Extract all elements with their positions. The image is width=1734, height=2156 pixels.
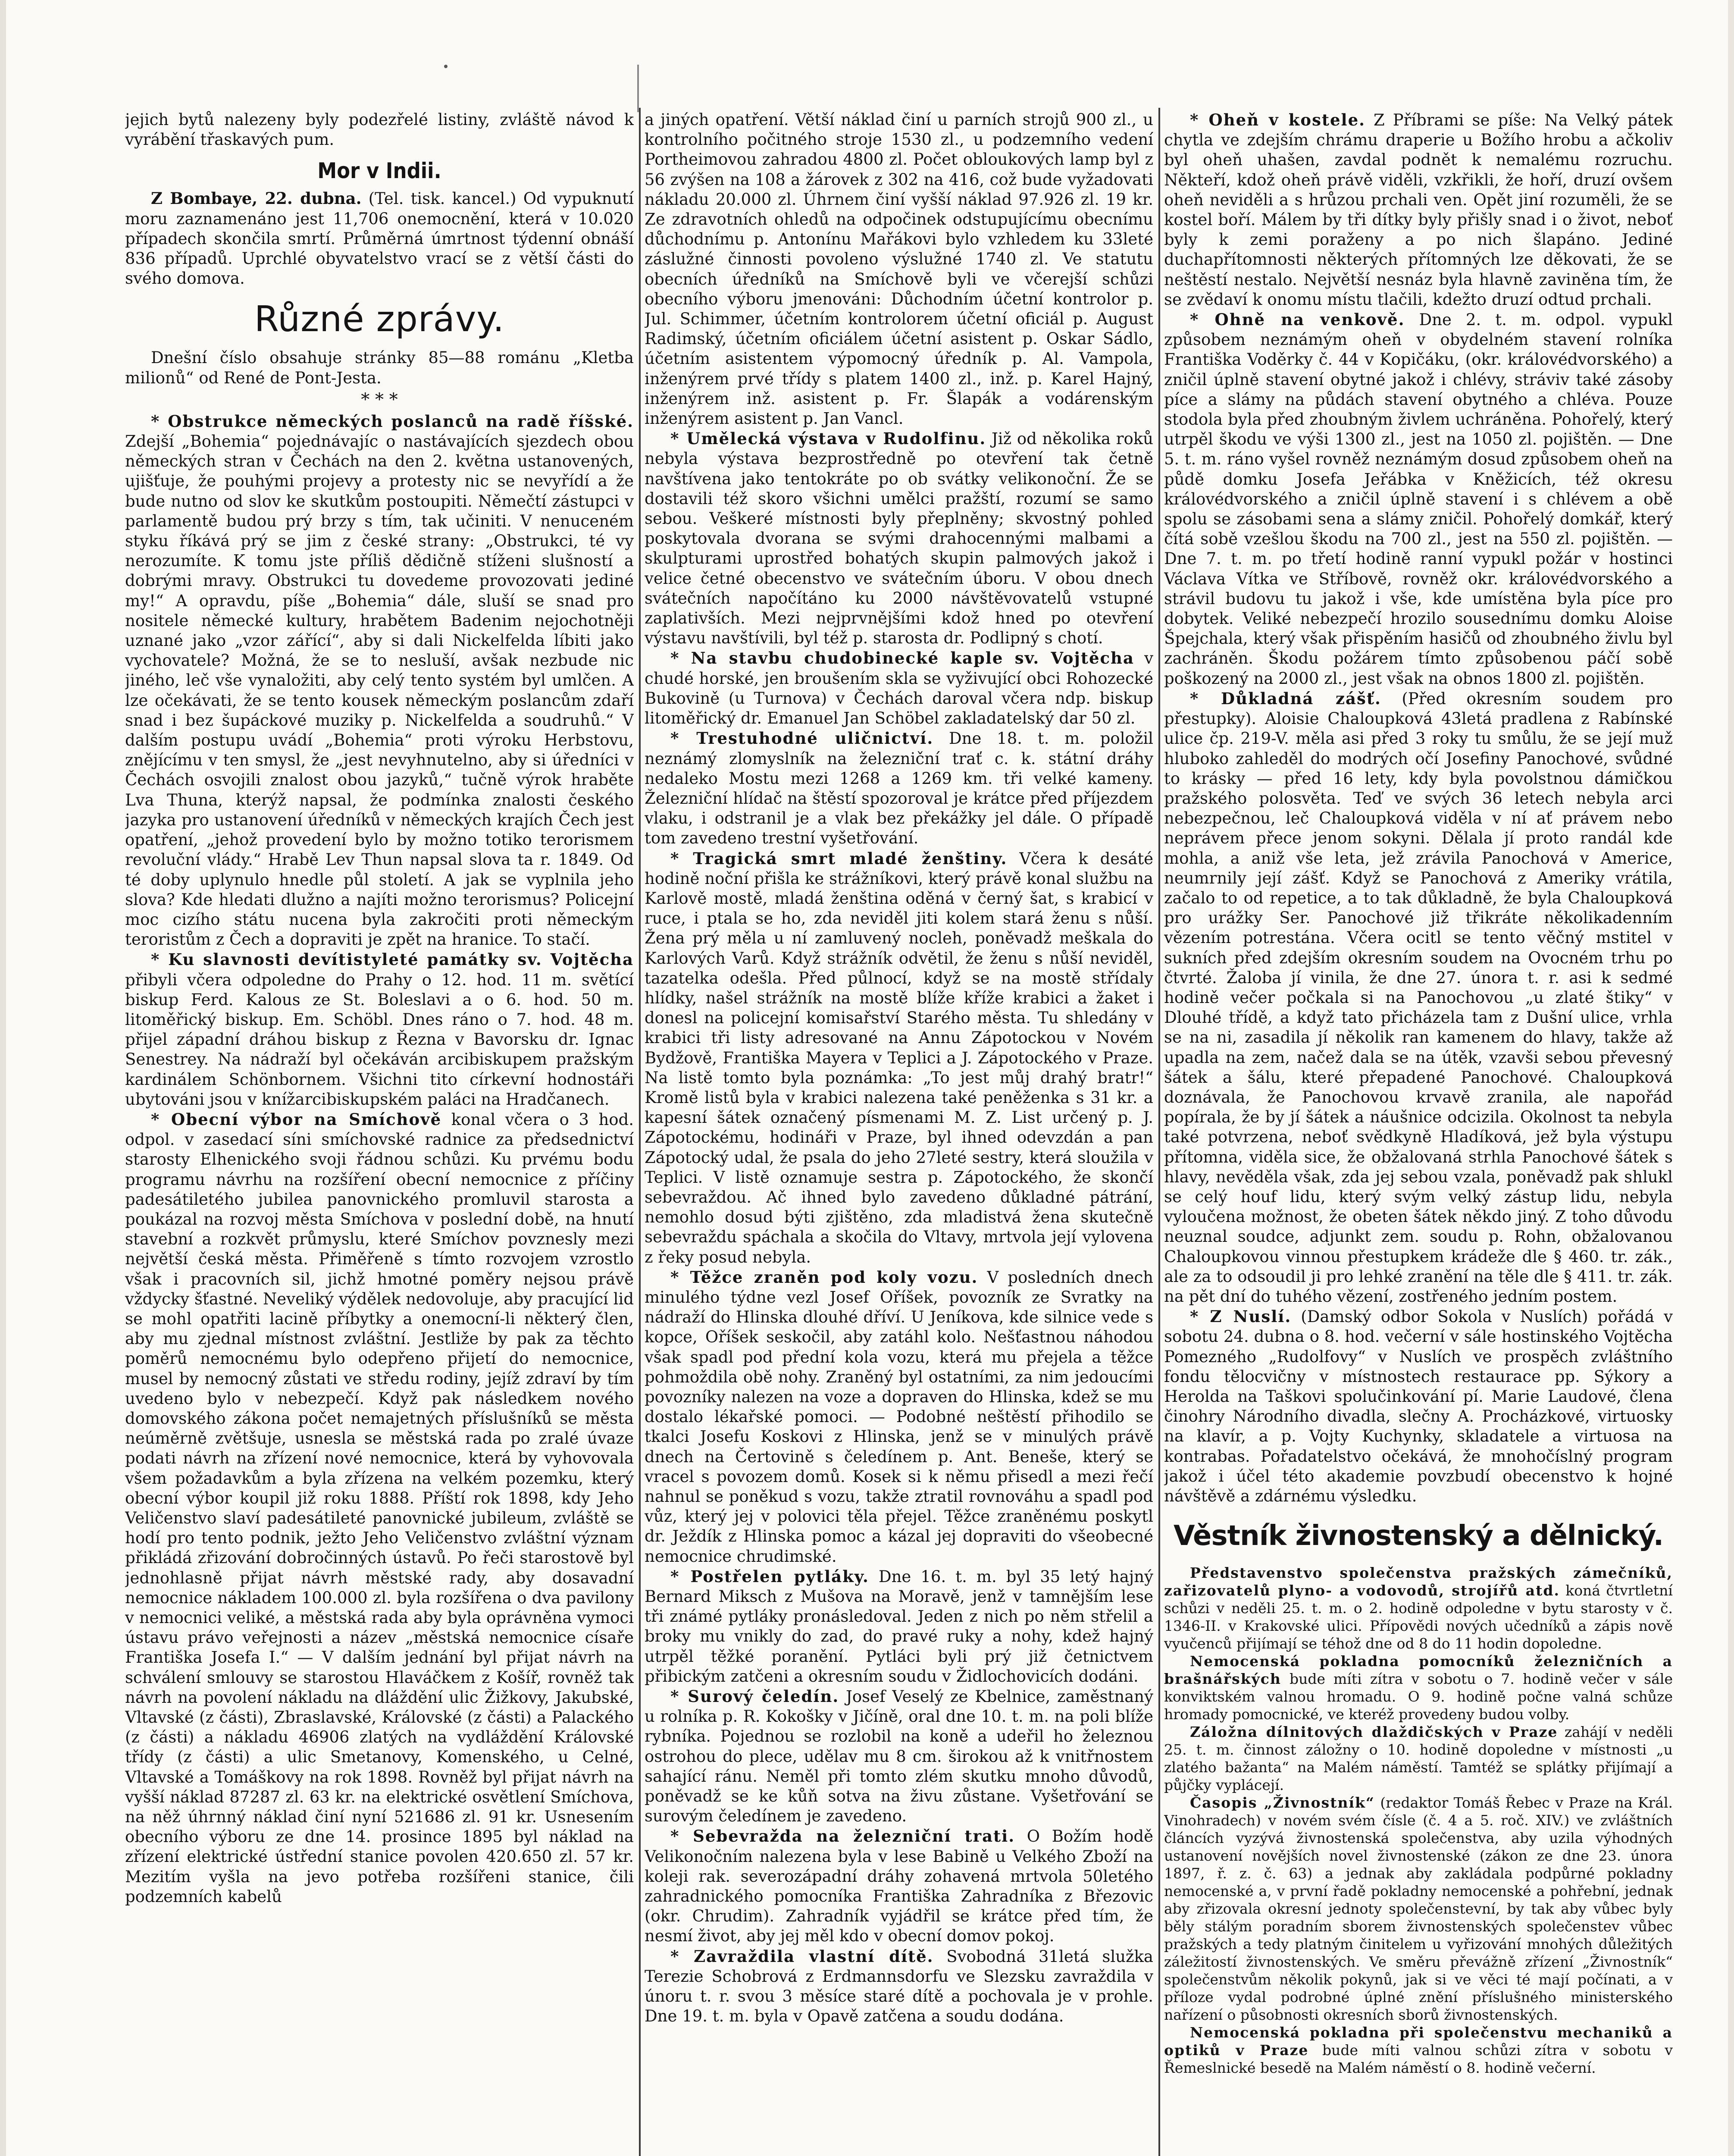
article-vojtech-text: přibyli včera odpoledne do Prahy o 12. hod. 11 m. světící biskup Ferd. Kalous ze St. Boleslavi a o 6. hod. 50 m. litoměřický biskup. Em. Schöbl. Dnes ráno o 7. hod. 48 m. přijel západní dráhou biskup z Řezna v Bavorsku dr. Ignac Senestrey. Na nádraží byl očekáván arcibiskupem pražským kardinálem Schönbornem. Všichni tito církevní hodnostáři ubytováni jsou v knížarcibiskupském paláci na Hradčanech. [125,970,634,1109]
section-heading-ruzne-zpravy: Různé zprávy. [254,299,505,340]
article-celedin [645,1686,1153,1826]
notice-lead-zivnostnik: Časopis „Živnostník“ [1190,1794,1375,1811]
article-ohen-v-kostele-text: Z Příbrami se píše: Na Velký pátek chytla ve zdejším chrámu draperie u Božího hrobu a ačkoliv byl oheň uhašen, zavdal podnět k nemalému rozruchu. Někteří, kdož oheň právě viděli, vzkřikli, že hoří, druzí ovšem oheň neviděli a s hrůzou prchali ven. Opět jiní rozuměli, že se kostel boří. Málem by tři dítky byly přišly snad i o život, neboť byly k zemi poraženy a po nich šlapáno. Jediné duchapřítomnosti některých přítomných lze děkovati, že se neštěstí nestalo. Největší nesnáz byla hlavně zaviněna tím, že se zvědaví k onomu místu tlačili, kdežto druzí odtud prchali. [1164,111,1673,309]
column-rule-top [637,65,639,112]
article-ohne-na-venkove-text: Dne 2. t. m. odpol. vypukl způsobem neznámým oheň v obydelném stavení rolníka Františka Voděrky č. 44 v Kopičáku, (okr. královédvorského) a zničil úplně stavení obytné jakož i chlévy, stráviv také zásoby píce a slámy na půdách stavení obytného a chléva. Pouze stodola byla před zhoubným živlem uchráněna. Pohořelý, který utrpěl škodu ve výši 1300 zl., jest na 1050 zl. pojištěn. — Dne 5. t. m. ráno vyšel rovněž neznámým dosud způsobem oheň na půdě domku Josefa Jeřábka v Kněžicích, též okresu královédvorského a zničil úplně stavení i s chlévem a obě spolu se zásobami sena a slámy zničil. Pohořelý domkář, který čítá sobě vzešlou škodu na 700 zl., jest na 550 zl. pojištěn. — Dne 7. t. m. po třetí hodině ranní vypukl požár v hostinci Václava Vítka ve Stříbově, rovněž okr. královédvorského a strávil budovu tu jakož i vše, kde umístěna byla píce pro dobytek. Veliké nebezpečí hrozilo sousednímu domku Aloise Špejchala, který však přispěním hasičů od zhoubného živlu byl zachráněn. Škodu požárem tímto způsobenou páčí sobě poškozený na 2000 zl., jest však na obnos 1800 zl. pojištěn. [1164,310,1673,688]
article-sebevrazda [645,1826,1153,1946]
article-continuation: jejich bytů nalezeny byly podezřelé listiny, zvláště návod k vyrábění třaskavých pum. [125,110,634,149]
article-kaple [645,648,1153,728]
heading-mor-v-indii: Mor v Indii. [317,158,441,184]
notice-zalozna-text: zahájí v neděli 25. t. m. činnost záložny o 10. hodině dopoledne v místnosti „u zlatého bažanta“ na Malém náměstí. Tamtéž se splátky přijímají a půjčky vyplácejí. [1164,1724,1673,1794]
article-lead-obecni-vybor: * Obecní výbor na Smíchově [151,1109,442,1129]
column-2 [645,110,1153,2156]
article-zraneni [645,1267,1153,1567]
notice-brasnari [1164,1652,1673,1723]
article-celedin-text: Josef Veselý ze Kbelnice, zaměstnaný u rolníka p. R. Kokošky v Jičíně, oral dne 10. t. m. na poli blíže rybníka. Pojednou se rozlobil na koně a udeřil ho železnou ostrohou do plece, udělav mu 8 cm. širokou až k vnitřnostem sahající ránu. Neměl při tomto zlém skutku mnoho důvodů, poněvadž se ke kůň sotva na živu zůstane. Vyšetřování se surovým čeledínem je zavedeno. [645,1687,1153,1826]
article-obstrukce-text: Zdejší „Bohemia“ pojednávajíc o nastávajících sjezdech obou německých stran v Čechách na den 2. května ustanovených, ujišťuje, že pouhými projevy a protesty nic se nevyřídí a že bude nutno od slov ke skutkům postoupiti. Němečtí zástupci v parlamentě budou prý brzy s tím, tak učiniti. V nenuceném styku říkává prý se jim z české strany: „Obstrukci, té vy nerozumíte. K tomu jste příliš dědičně stíženi slušností a dobrými mravy. Obstrukci tu dovedeme provozovati jediné my!“ A opravdu, píše „Bohemia“ dále, sluší se snad pro nositele německé kultury, hrabětem Badenim nejochotněji uznané jako „vzor zářící“, aby si dali Nickelfelda líbiti jako vychovatele? Možná, že se to nesluší, avšak nezbude nic jiného, leč vše vynaložiti, aby celý tento systém byl umlčen. A lze očekávati, že se tento kousek německým poslancům zdaří snad i bez šupáckové muziky p. Nickelfelda a soudruhů.“ V dalším postupu uvádí „Bohemia“ proti výroku Herbstovu, znějícímu v ten smysl, že „jest nevyhnutelno, aby si úředníci v Čechách osvojili znalost obou jazyků,“ tučně výrok hraběte Lva Thuna, kterýž napsal, že podmínka znalosti českého jazyka pro ustanovení úředníků v německých krajích Čech jest opatření, „jehož provedení bylo by možno totiko terorismem revoluční vlády.“ Hrabě Lev Thun napsal slova ta r. 1849. Od té doby uplynulo hnedle půl století. A jak se vyplnila jeho slova? Kde hledati dlužno a najíti možno terorismus? Policejní moc cizího státu nucena byla zakročiti proti německým teroristům z Čech a dopraviti je zpět na hranice. To stačí. [125,432,634,949]
notice-zivnostnik-text: (redaktor Tomáš Řebec v Praze na Král. Vinohradech) v novém svém čísle (č. 4 a 5. roč. XIV.) ve zvláštních článcích vyzývá živnostenská společenstva, aby uzila výhodných ustanovení novějších novel živnostenské (zákon ze dne 23. února 1897, ř. z. č. 63) a jednak aby zakládala podpůrné pokladny nemocenské a, v první řadě pokladny nemocenské a pohřební, jednak aby zřizovala okresní jednoty společenstevní, by tak aby vůbec byly běly stálým poradním sborem živnostenských společenstev vůbec pražských a tedy platným činitelem u vyřizování mnohých důležitých záležitostí živnostenských. Ve směru převážně zřízení „Živnostník“ společenstvům několik pokynů, jak si ve věci té mají počínati, a v příloze vydal podrobné úplné znění příslušného ministerského nařízení o působnosti okresních sborů živnostenských. [1164,1794,1673,2024]
scan-speck [444,65,448,68]
article-dukladna-zast [1164,689,1673,1307]
article-lead-ohne-na-venkove: * Ohně na venkově. [1190,310,1405,329]
article-lead-ulicnictvi: * Trestuhodné uličnictví. [670,729,934,748]
column-1 [125,110,634,2156]
notice-zamecnici [1164,1564,1673,1652]
article-zraneni-text: V posledních dnech minulého týdne vezl Josef Oříšek, povozník ze Svratky na nádraží do Hlinska dlouhé dříví. U Jeníkova, kde silnice vede s kopce, Oříšek seskočil, aby zatáhl kolo. Nešťastnou náhodou však spadl pod přední kola vozu, která mu přejela a těžce pohmoždila obě nohy. Zraněný byl ostatními, za nim jedoucími povozníky nalezen na voze a dopraven do Hlinska, kdež se mu dostalo lékařské pomoci. — Podobné neštěstí přihodilo se tkalci Josefu Koskovi z Hlinska, jenž se v minulých právě dnech na Čertovině s čeledínem p. Ant. Beneše, který se vracel s povozem domů. Kosek si k němu přisedl a mezi řečí nahnul se poněkud s vozu, takže ztratil rovnováhu a spadl pod vůz, který jej v polovici těla přejel. Těžce zraněnému poskytl dr. Ježdík z Hlinska pomoc a kázal jej dopraviti do všeobecné nemocnice chrudimské. [645,1268,1153,1566]
notice-brasnari-text: bude míti zítra v sobotu o 7. hodině večer v sále konviktském valnou hromadu. O 9. hodině počne valná schůze hromady pomocnické, ve kteréž provedeny budou volby. [1164,1670,1673,1723]
article-ulicnictvi [645,728,1153,848]
article-pytlaci [645,1567,1153,1686]
article-lead-kaple: * Na stavbu chudobinecké kaple sv. Vojtěcha [670,649,1134,668]
notice-mechanici [1164,2024,1673,2077]
article-lead-pytlaci: * Postřelen pytláky. [670,1567,869,1586]
article-lead-vystava: * Umělecká výstava v Rudolfinu. [670,429,986,448]
column-rule-2 [1158,108,1160,2156]
article-ulicnictvi-text: Dne 18. t. m. položil neznámý zlomyslník na železniční trať c. k. státní dráhy nedaleko Mostu mezi 1268 a 1269 km. tři velké kameny. Železniční hlídač na štěstí spozoroval je krátce před příjezdem vlaku, i odstranil je a vlak bez překážky jel dále. O případě tom zavedeno trestní vyšetřování. [645,729,1153,848]
scan-right-edge [1728,0,1734,2156]
article-vystava [645,429,1153,648]
notice-lead-mechanici: Nemocenská pokladna při společenstvu mechaniků a optiků v Praze [1164,2024,1673,2059]
article-sebevrazda-text: O Božím hodě Velikonočním nalezena byla v lese Babině u Velkého Zboží na koleji rak. severozápadní dráhy zohavená mrtvola 50letého zahradnického pomocníka Františka Zahradníka z Březovic (okr. Chrudim). Zahradník vyjádřil se krátce před tím, že nesmí život, aby jej měl kdo v obecní domov pokoj. [645,1827,1153,1946]
article-lead-celedin: * Surový čeledín. [670,1687,839,1706]
column-3 [1164,110,1673,2156]
article-lead-dukladna-zast: * Důkladná zášť. [1190,689,1381,708]
article-kaple-text: v chudé horské, jen broušením skla se vyživující obci Rohozecké Bukovině (u Turnova) v Čechách daroval včera ndp. biskup litoměřický dr. Emanuel Jan Schöbel zakladatelský dar 50 zl. [645,649,1153,728]
article-lead-z-nusli: * Z Nuslí. [1190,1307,1292,1326]
article-ohen-v-kostele [1164,110,1673,310]
article-lead-ohen-v-kostele: * Oheň v kostele. [1190,110,1366,129]
dateline-bombay: Z Bombaye, 22. dubna. [151,189,362,208]
article-tragicka-smrt-text: Včera k desáté hodině noční přišla ke strážníkovi, který právě konal službu na Karlově mostě, mladá ženština oděná v černý šat, s krabicí v ruce, i ptala se ho, zda neviděl jiti kolem stará ženu s nůší. Žena prý měla u ní zamluvený nocleh, poněvadž meškala do Karlových Varů. Když strážník odvětil, že ženu s nůší neviděl, tazatelka odešla. Před půlnocí, když se na mostě střídaly hlídky, našel strážník na mostě blíže kříže krabici a žaket i donesl na policejní komisařství Starého města. Tu shledány v krabici tři listy adresované na Annu Zápotockou v Novém Bydžově, Františka Mayera v Teplici a J. Zápotockého v Praze. Na listě tomto byla poznámka: „To jest můj drahý bratr!“ Kromě listů byla v krabici nalezena také peněženka s 31 kr. a kapesní šátek označený písmenami M. Z. List určený p. J. Zápotockému, hodináři v Praze, byl ihned odevzdán a pan Zápotocký udal, že psala do jeho 27leté sestry, která sloužila v Teplici. V listě oznamuje sestra p. Zápotockého, že skončí sebevraždou. Ač ihned bylo zavedeno důkladné pátrání, nemohlo dosud býti zjištěno, zda mladistvá žena skutečně sebevraždu spáchala a skočila do Vltavy, mrtvola její vylovena z řeky posud nebyla. [645,849,1153,1266]
notice-zalozna [1164,1723,1673,1794]
article-tragicka-smrt [645,849,1153,1267]
article-pytlaci-text: Dne 16. t. m. byl 35 letý hajný Bernard Miksch z Mušova na Moravě, jenž v tamnějším lese tři známé pytláky pronásledoval. Jeden z nich po něm střelil a broky mu vnikly do zad, do pravé ruky a nohy, kdež hajný utrpěl těžké poranění. Pytláci byli prý již četnictvem přibickým zatčeni a okresním soudu v Židlochovicích dodáni. [645,1567,1153,1686]
article-ohne-na-venkove [1164,310,1673,689]
article-lead-obstrukce: * Obstrukce německých poslanců na radě říšské. [151,411,634,431]
article-obecni-vybor [125,1109,634,1907]
article-lead-vojtech: * Ku slavnosti devítistyleté památky sv. Vojtěcha [151,950,634,969]
column-rule-1 [639,108,641,2156]
article-lead-zavrazdila: * Zavraždila vlastní dítě. [670,1946,934,1966]
article-lead-tragicka-smrt: * Tragická smrt mladé ženštiny. [670,849,1008,868]
notice-mechanici-text: bude míti valnou schůzi zítra v sobotu v Řemeslnické besedě na Malém náměstí o 8. hodině večerní. [1164,2042,1673,2077]
section-divider-stars: * * * [361,389,398,410]
article-zavrazdila-text: Svobodná 31letá služka Terezie Schobrová z Erdmannsdorfu ve Slezsku zavraždila v únoru t. r. svou 3 měsíce staré dítě a pochovala je v prohle. Dne 19. t. m. byla v Opavě zatčena a soudu dodána. [645,1947,1153,2026]
article-vojtech [125,950,634,1109]
article-smichov-continuation: a jiných opatření. Větší náklad činí u parních strojů 900 zl., u kontrolního počitného stroje 1530 zl., u podzemního vedení Portheimovou zahradou 4800 zl. Počet obloukových lamp byl z 56 zvýšen na 108 a žárovek z 302 na 416, což bude vyžadovati nákladu 20.000 zl. Úhrnem činí vyšší náklad 97.926 zl. 19 kr. Ze zdravotních ohledů na odpočinek odstupujícímu obecnímu důchodnímu p. Antonínu Mařákovi bylo vzhledem ku 33leté záslužné činnosti povoleno výslužné 1740 zl. Ve statutu obecních úředníků na Smíchově byli ve včerejší schůzi obecního výboru jmenováni: Důchodním účetní kontrolor p. Jul. Schimmer, účetním kontrolorem účetní oficiál p. August Radimský, účetním oficiálem účetní asistent p. Oskar Sádlo, účetním asistentem výpomocný úředník p. Al. Vampola, inženýrem prvé třídy s platem 1400 zl., inž. p. Karel Hajný, inženýrem inž. asistent p. Fr. Šlapák a vodárenským inženýrem asistent p. Jan Vancl. [645,110,1153,428]
article-z-nusli [1164,1307,1673,1506]
roman-notice: Dnešní číslo obsahuje stránky 85—88 románu „Kletba milionů“ od René de Pont-Jesta. [125,348,634,387]
article-lead-sebevrazda: * Sebevražda na železniční trati. [670,1827,1015,1846]
article-obstrukce [125,411,634,950]
notice-zivnostnik [1164,1794,1673,2024]
article-obecni-vybor-text: konal včera o 3 hod. odpol. v zasedací síni smíchovské radnice za předsednictví starosty Elhenického svoji řádnou schůzi. Ku prvému bodu programu návrhu na rozšíření obecní nemocnice z příčiny padesátiletého jubilea panovnického promluvil starosta a poukázal na rozvoj města Smíchova v poslední době, na hnutí stavební a rozkvět průmyslu, které Smíchov povznesly mezi největší česká města. Přiměřeně s tímto rozvojem vzrostlo však i pracovních sil, jichž hmotné poměry nejsou právě vždycky šťastné. Neveliký výdělek nedovoluje, aby pracující lid se mohl opatřiti lacině příbytky a onemocní-li některý člen, aby mu zjednal místnost zvláštní. Jestliže by pak za těchto poměrů nemocnému bylo odepřeno přijetí do nemocnice, musel by nemocný zůstati ve středu rodiny, jejíž zdraví by tím uvedeno bylo v nebezpečí. Když pak následkem nového domovského zákona počet nemajetných příslušníků se města neúměrně zvětšuje, usnesla se městská rada po zralé úvaze podati návrh na zřízení nové nemocnice, která by vyhovovala všem požadavkům a byla zřízena na velkém pozemku, který obecní výbor koupil již roku 1888. Příští rok 1898, kdy Jeho Veličenstvo slaví padesátileté panovnické jubileum, zvláště se hodí pro tento podnik, ježto Jeho Veličenstvo zvláštní význam přikládá zřizování dobročinných ústavů. Po řeči starostově byl jednohlasně přijat návrh městské rady, aby dosavadní nemocnice nákladem 100.000 zl. byla rozšířena o dva pavilony v nemocnici veliké, a městská rada aby byla oprávněna vymoci ústavu právo veřejnosti a název „městská nemocnice císaře Františka Josefa I.“ — V dalším jednání byl přijat návrh na schválení smlouvy se starostou Hlaváčkem z Košíř, rovněž tak návrh na povolení nákladu na dláždění ulic Žižkovy, Jakubské, Vltavské (z části), Zbraslavské, Královské (z části) a Palackého (z části) a nákladu 46906 zlatých na vydláždění Královské třídy (z části) a ulic Smetanovy, Komenského, u Celné, Vltavské a Tomáškovy na rok 1898. Rovněž byl přijat návrh na vyšší náklad 87287 zl. 63 kr. na elektrické osvětlení Smíchova, na něž úhrnný náklad činí nyní 521686 zl. 91 kr. Usnesením obecního výboru ze dne 14. prosince 1895 byl náklad na zřízení elektrické ústřední stanice povolen 420.650 zl. 57 kr. Mezitím vyšla na jevo potřeba rozšířeni stanice, čili podzemních kabelů [125,1110,634,1906]
article-z-nusli-text: (Damský odbor Sokola v Nuslích) pořádá v sobotu 24. dubna o 8. hod. večerní v sále hostinského Vojtěcha Pomezného „Rudolfovy“ v Nuslích ve prospěch zvláštního fondu tělocvičny v místnostech restaurace pp. Sýkory a Herolda na Taškovi spolučinkování pí. Marie Laudové, člena činohry Národního divadla, slečny A. Procházkové, virtuosky na klavír, a p. Vojty Kuchynky, skladatele a virtuosa na kontrabas. Pořadatelstvo očekává, že mnohočíslný program jakož i účel této akademie povzbudí obecenstvo k hojné návštěvě a zdárnému výsledku. [1164,1307,1673,1506]
notice-lead-brasnari: Nemocenská pokladna pomocníků železničních a brašnářských [1164,1653,1673,1688]
notice-zamecnici-text: koná čtvrtletní schůzi v neděli 25. t. m. o 2. hodině odpoledne v bytu starosty v č. 1346-II. v Krakovské ulici. Přípovědi nových učedníků a zápis nově vyučenců přijímají se téhož dne od 8 do 11 hodin dopoledne. [1164,1582,1673,1652]
scan-left-edge [0,0,6,2156]
article-zavrazdila [645,1946,1153,2027]
article-lead-zraneni: * Těžce zraněn pod koly vozu. [670,1267,978,1287]
notice-lead-zalozna: Záložna dílnitových dlaždičských v Praze [1190,1724,1558,1741]
notice-lead-zamecnici: Představenstvo společenstva pražských zámečníků, zařizovatelů plyno- a vodovodů, strojířů atd. [1164,1564,1673,1599]
article-dukladna-zast-text: (Před okresním soudem pro přestupky). Aloisie Chaloupková 43letá pradlena z Rabínské ulice čp. 219-V. měla asi před 3 roky tu smůlu, že se její muž hluboko zahleděl do modrých očí Josefiny Panochové, svůdné to krásky — před 16 lety, kdy byla povolstnou dámičkou pražského polosvěta. Teď ve svých 36 letech nebyla arci nebezpečnou, leč Chaloupková viděla v ní ať právem nebo neprávem přece jenom sokyni. Dělala jí proto randál kde mohla, a aniž vše leta, jež zrávila Panochová v Americe, neumrnily její zášť. Když se Panochová z Ameriky vrátila, začalo to od repetice, a to tak důkladně, že byla Chaloupková pro urážky Ser. Panochové již třikráte několikadenním vězením potrestána. Včera ocitl se tento věčný mstitel v sukních před zdejším okresním soudem na Ovocném trhu po čtvrté. Žaloba jí vinila, že dne 27. února t. r. asi k sedmé hodině večer počkala si na Panochovou „u zlaté štiky“ v Dlouhé třídě, a když tato přicházela tam z Dušní ulice, vrhla se na ni, zasadila jí několik ran kamenem do hlavy, takže až upadla na zem, načež dala se na útěk, vzavši sebou převesný šátek a šálu, které přepadené Panochové. Chaloupková doznávala, že Panochovou krvavě zranila, ale napořád popírala, že by jí šátek a náušnice odcizila. Okolnost ta nebyla také potvrzena, neboť svědkyně Hladíková, jež byla výstupu přítomna, viděla sice, že obžalovaná strhla Panochové šátek s hlavy, nevěděla však, zda jej sebou vzala, poněvadž pak shlukl se celý houf lidu, který svým velký zástup lidu, nebyla vyloučena možnost, že obeten šátek někdo jiný. Z toho důvodu neuznal soudce, adjunkt zem. soudu p. Rohn, obžalovanou Chaloupkovou vinnou přestupkem krádeže dle § 460. tr. zák., ale za to odsoudil ji pro lehké zranění na těle dle § 411. tr. zák. na pět dní do tuhého vězení, zostřeného jedním postem. [1164,689,1673,1306]
article-vystava-text: Již od několika roků nebyla výstava bezprostředně po otevření tak četně navštívena jako tentokráte po ob svátky velikonoční. Že se dostavili též skoro všichni umělci pražští, rozumí se samo sebou. Veškeré místnosti byly přeplněny; skvostný pohled poskytovala dvorana se svými drahocennými malbami a skulpturami uprostřed bohatých skupin palmových jakož i velice četné obecenstvo ve svátečním úboru. V obou dnech svátečních napočítáno ku 2000 návštěvovatelů vstupné zaplativších. Mezi nejprvnějšími kdož hned po otevření výstavu navštívili, byl též p. starosta dr. Podlipný s chotí. [645,429,1153,648]
section-heading-vestnik: Věstník živnostenský a dělnický. [1174,1520,1663,1552]
article-mor [125,188,634,288]
article-mor-text: (Tel. tisk. kancel.) Od vypuknutí moru zaznamenáno jest 11,706 onemocnění, která v 10.020 případech skončila smrtí. Průměrná úmrtnost týdenní obnáší 836 případů. Uprchlé obyvatelstvo vrací se z větší části do svého domova. [125,189,634,288]
